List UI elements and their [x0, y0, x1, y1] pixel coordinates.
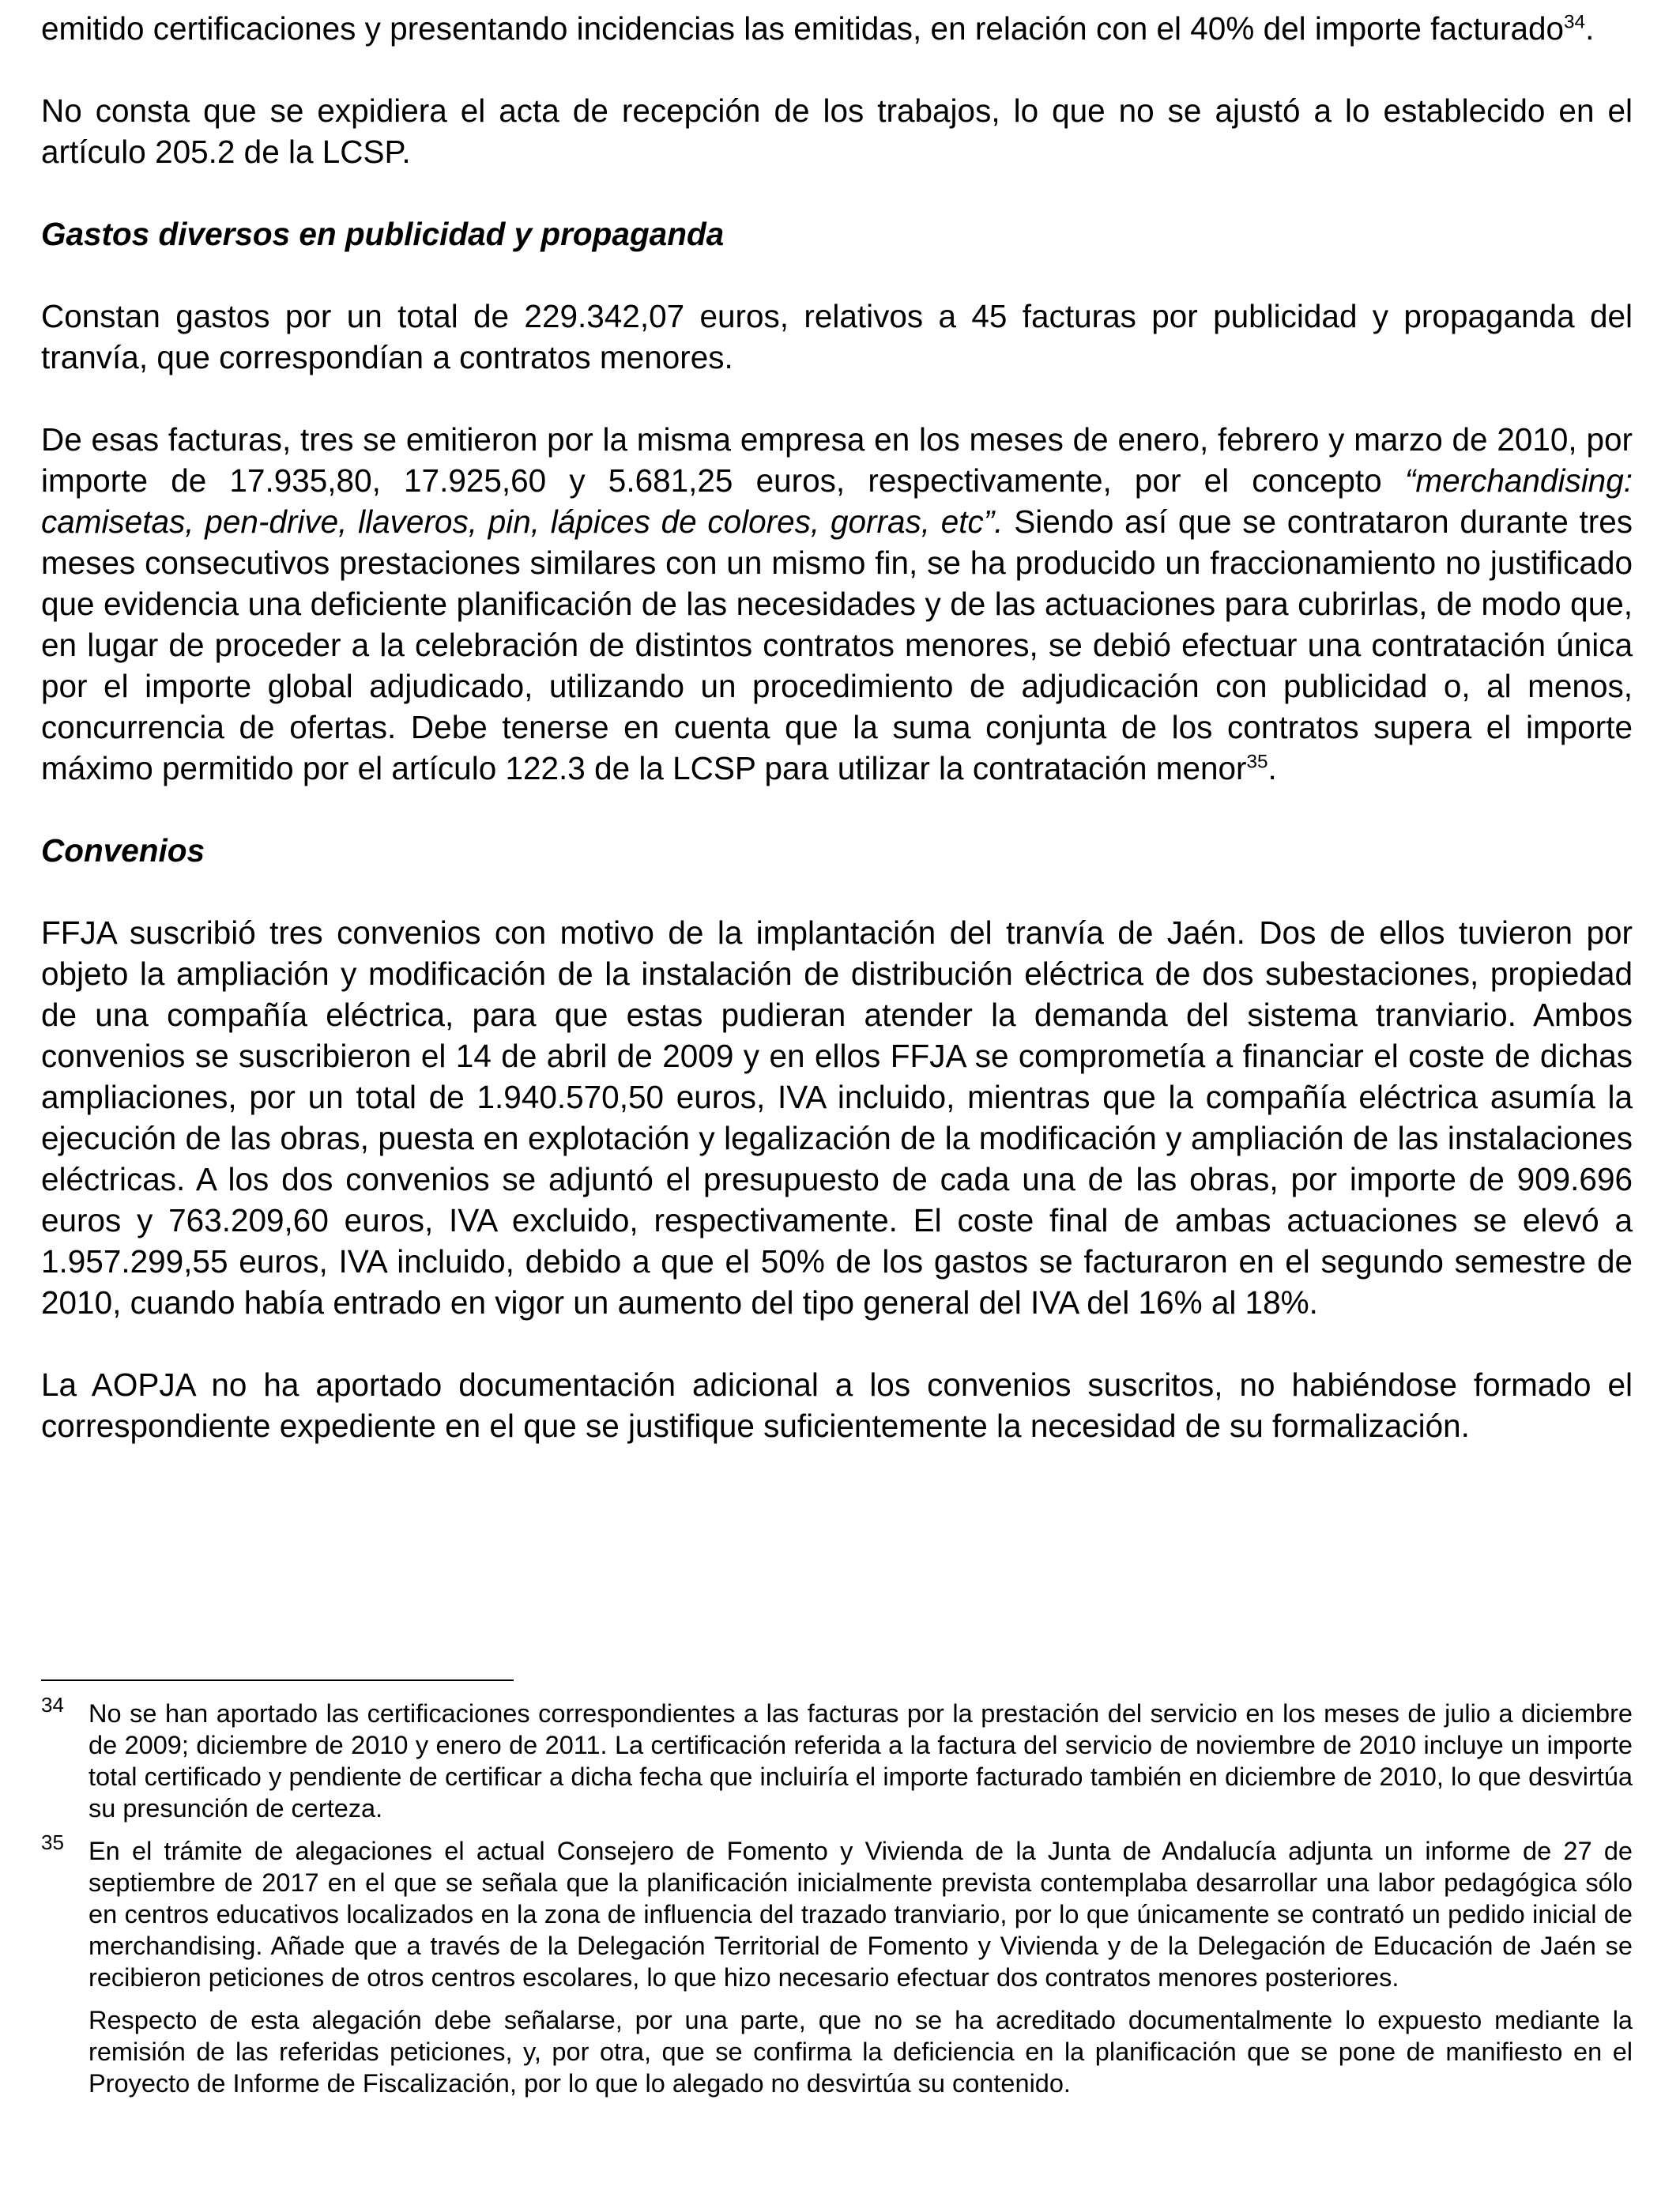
document-body [41, 0, 1633, 1446]
paragraph-2: No consta que se expidiera el acta de recepción de los trabajos, lo que no se ajustó a lo establecido en el artículo 205.2 de la LCSP. [41, 92, 1633, 170]
footnote-ref-35[interactable]: 35 [1246, 751, 1268, 773]
paragraph-6: La AOPJA no ha aportado documentación adicional a los convenios suscritos, no habiéndose formado el correspondiente expediente en el que se justifique suficientemente la necesidad de su formalización. [41, 1367, 1633, 1444]
section-title-convenios: Convenios [41, 832, 205, 869]
paragraph-1: emitido certificaciones y presentando incidencias las emitidas, en relación con el 40% del importe facturado$^{34}$. [41, 10, 1595, 47]
paragraph-5: FFJA suscribió tres convenios con motivo de la implantación del tranvía de Jaén. Dos de ellos tuvieron por objeto la ampliación y modificación de la instalación de distribución eléctrica de dos subestaciones, propiedad de una compañía eléctrica, para que estas pudieran atender la demanda del sistema tranviario. Ambos convenios se suscribieron el 14 de abril de 2009 y en ellos FFJA se comprometía a financiar el coste de dichas ampliaciones, por un total de 1.940.570,50 euros, IVA incluido, mientras que la compañía eléctrica asumía la ejecución de las obras, puesta en explotación y legalización de la modificación y ampliación de las instalaciones eléctricas. A los dos convenios se adjuntó el presupuesto de cada una de las obras, por importe de 909.696 euros y 763.209,60 euros, IVA excluido, respectivamente. El coste final de ambas actuaciones se elevó a 1.957.299,55 euros, IVA incluido, debido a que el 50% de los gastos se facturaron en el segundo semestre de 2010, cuando había entrado en vigor un aumento del tipo general del IVA del 16% al 18%. [41, 914, 1633, 1321]
footnote-number-35: 35 [41, 1830, 64, 1854]
footnote-35-text-1: En el trámite de alegaciones el actual Consejero de Fomento y Vivienda de la Junta de Andalucía adjunta un informe de 27 de septiembre de 2017 en el que se señala que la planificación inicialmente prevista contemplaba desarrollar una labor pedagógica sólo en centros educativos localizados en la zona de influencia del trazado tranviario, por lo que únicamente se contrató un pedido inicial de merchandising. Añade que a través de la Delegación Territorial de Fomento y Vivienda y de la Delegación de Educación de Jaén se recibieron peticiones de otros centros escolares, lo que hizo necesario efectuar dos contratos menores posteriores. [89, 1837, 1633, 1992]
footnote-number-34: 34 [41, 1693, 64, 1717]
footnote-separator [41, 1679, 514, 1681]
paragraph-3: Constan gastos por un total de 229.342,07 euros, relativos a 45 facturas por publicidad y propaganda del tranvía, que correspondían a contratos menores. [41, 298, 1633, 375]
footnote-34-text: No se han aportado las certificaciones correspondientes a las facturas por la prestación del servicio en los meses de julio a diciembre de 2009; diciembre de 2010 y enero de 2011. La certificación referida a la factura del servicio de noviembre de 2010 incluye un importe total certificado y pendiente de certificar a dicha fecha que incluiría el importe facturado también en diciembre de 2010, lo que desvirtúa su presunción de certeza. [89, 1699, 1633, 1823]
footnote-34 [41, 1693, 1633, 1824]
merchandising-quote: “merchandising: camisetas, pen-drive, llaveros, pin, lápices de colores, gorras, etc”. [41, 462, 1633, 540]
section-title-publicidad: Gastos diversos en publicidad y propaganda [41, 216, 725, 252]
paragraph-4: De esas facturas, tres se emitieron por la misma empresa en los meses de enero, febrero y marzo de 2010, por importe de 17.935,80, 17.925,60 y 5.681,25 euros, respectivamente, por el concepto “merchandising: camisetas, pen-drive, llaveros, pin, lápices de colores, gorras, etc”. Siendo así que se contrataron durante tres meses consecutivos prestaciones similares con un mismo fin, se ha producido un fraccionamiento no justificado que evidencia una deficiente planificación de las necesidades y de las actuaciones para cubrirlas, de modo que, en lugar de proceder a la celebración de distintos contratos menores, se debió efectuar una contratación única por el importe global adjudicado, utilizando un procedimiento de adjudicación con publicidad o, al menos, concurrencia de ofertas. Debe tenerse en cuenta que la suma conjunta de los contratos supera el importe máximo permitido por el artículo 122.3 de la LCSP para utilizar la contratación menor$^{35}$. [41, 421, 1633, 786]
footnotes [41, 1693, 1633, 2099]
footnote-35 [41, 1830, 1633, 2099]
footnote-ref-34[interactable]: 34 [1564, 11, 1586, 33]
footnote-35-text-2: Respecto de esta alegación debe señalarse, por una parte, que no se ha acreditado documentalmente lo expuesto mediante la remisión de las referidas peticiones, y, por otra, que se confirma la deficiencia en la planificación que se pone de manifiesto en el Proyecto de Informe de Fiscalización, por lo que lo alegado no desvirtúa su contenido. [89, 2006, 1633, 2098]
